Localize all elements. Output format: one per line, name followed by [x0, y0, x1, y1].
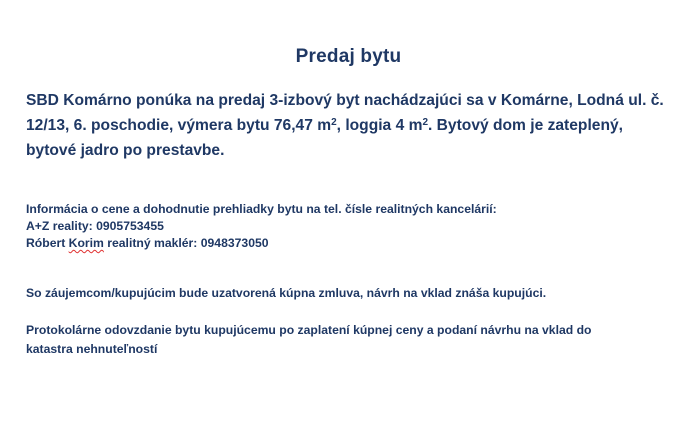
lead-superscript-1: 2	[331, 117, 337, 128]
lead-text-part3: . Bytový dom je zateplený, bytové jadro po prestavbe.	[26, 117, 623, 159]
lead-superscript-2: 2	[422, 117, 428, 128]
agent-surname: Korim	[68, 236, 104, 250]
page-title: Predaj bytu	[295, 46, 402, 67]
agency-contact: A+Z reality: 0905753455	[26, 219, 164, 233]
agent-details: realitný maklér: 0948373050	[103, 236, 269, 250]
lead-text-part1: SBD Komárno ponúka na predaj 3-izbový byt nachádzajúci sa v Komárne, Lodná ul. č. 12/13, 6. poschodie, výmera bytu 76,47 m	[26, 92, 664, 134]
handover-paragraph: Protokolárne odovzdanie bytu kupujúcemu po zaplatení kúpnej ceny a podaní návrhu na vklad do katastra nehnuteľností	[26, 323, 592, 356]
agent-contact	[26, 235, 666, 252]
agent-first-name: Róbert	[26, 236, 69, 250]
contract-paragraph: So záujemcom/kupujúcim bude uzatvorená kúpna zmluva, návrh na vklad znáša kupujúci.	[26, 286, 547, 300]
lead-paragraph	[26, 88, 674, 163]
contact-info-heading: Informácia o cene a dohodnutie prehliadky bytu na tel. čísle realitných kancelárií:	[26, 202, 497, 216]
contact-info-block	[26, 201, 666, 252]
lead-text-part2: , loggia 4 m	[336, 117, 423, 134]
